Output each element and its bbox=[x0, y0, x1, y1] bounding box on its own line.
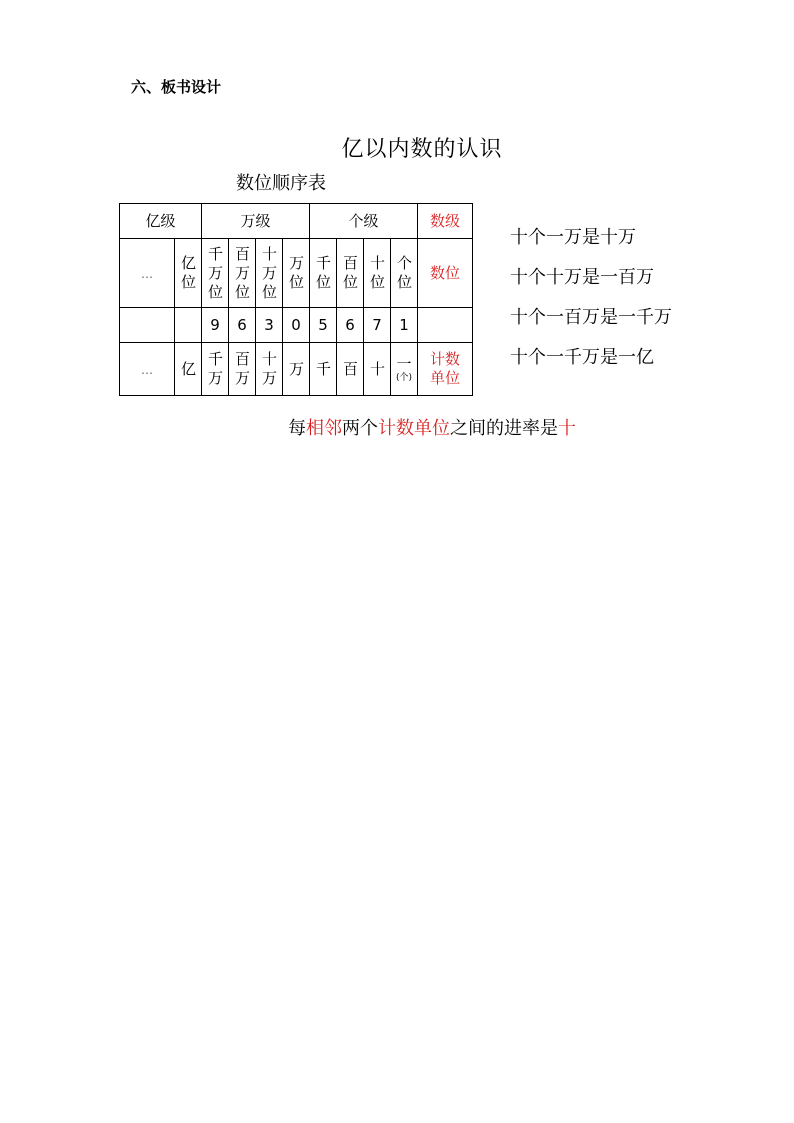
place-cell bbox=[310, 239, 337, 308]
unit-cell bbox=[337, 343, 364, 396]
fact-line: 十个十万是一百万 bbox=[510, 267, 654, 288]
place-cell bbox=[229, 239, 256, 308]
ellipsis: … bbox=[141, 266, 153, 281]
digit-cell: 7 bbox=[364, 308, 391, 343]
place-value-table bbox=[119, 203, 473, 396]
digit-cell: 3 bbox=[256, 308, 283, 343]
wan-class-cell: 万级 bbox=[202, 204, 310, 239]
unit-name: 亿 bbox=[181, 359, 197, 378]
place-row bbox=[120, 239, 473, 308]
section-heading: 六、板书设计 bbox=[131, 78, 222, 96]
digit-cell: 6 bbox=[337, 308, 364, 343]
unit-cell bbox=[310, 343, 337, 396]
summary-part: 每 bbox=[288, 418, 306, 439]
unit-label-cell bbox=[418, 343, 473, 396]
summary-highlight: 相邻 bbox=[306, 418, 342, 439]
summary-sentence bbox=[0, 414, 794, 440]
place-name: 万位 bbox=[289, 254, 305, 291]
place-name: 个位 bbox=[397, 254, 413, 291]
unit-row bbox=[120, 343, 473, 396]
fact-line: 十个一万是十万 bbox=[510, 227, 636, 248]
summary-inner bbox=[288, 418, 576, 439]
place-label-cell: 数位 bbox=[418, 239, 473, 308]
page-title-text: 亿以内数的认识 bbox=[341, 137, 503, 162]
unit-cell bbox=[202, 343, 229, 396]
place-cell bbox=[364, 239, 391, 308]
unit-cell bbox=[364, 343, 391, 396]
unit-cell bbox=[175, 343, 202, 396]
unit-cell bbox=[229, 343, 256, 396]
fact-line: 十个一百万是一千万 bbox=[510, 307, 672, 328]
digit-cell: 5 bbox=[310, 308, 337, 343]
unit-name: 万 bbox=[289, 359, 305, 378]
unit-name: 千万 bbox=[208, 350, 224, 387]
unit-name: 十 bbox=[370, 359, 386, 378]
unit-name: 百 bbox=[343, 359, 359, 378]
summary-highlight: 十 bbox=[558, 418, 576, 439]
place-name: 百万位 bbox=[235, 244, 251, 301]
unit-name: 百万 bbox=[235, 350, 251, 387]
unit-name: 一 bbox=[396, 355, 412, 373]
class-label-cell: 数级 bbox=[418, 204, 473, 239]
table-caption: 数位顺序表 bbox=[236, 173, 326, 194]
place-name: 十位 bbox=[370, 254, 386, 291]
place-name: 百位 bbox=[343, 254, 359, 291]
unit-cell bbox=[283, 343, 310, 396]
place-name: 十万位 bbox=[262, 244, 278, 301]
place-name: 千万位 bbox=[208, 244, 224, 301]
yi-class-cell: 亿级 bbox=[120, 204, 202, 239]
place-name: 亿位 bbox=[181, 254, 197, 291]
ge-class-cell: 个级 bbox=[310, 204, 418, 239]
fact-line: 十个一千万是一亿 bbox=[510, 347, 654, 368]
summary-highlight: 计数单位 bbox=[378, 418, 450, 439]
summary-part: 两个 bbox=[342, 418, 378, 439]
unit-label: 计数单位 bbox=[430, 350, 461, 387]
digit-cell: 6 bbox=[229, 308, 256, 343]
page-title bbox=[0, 132, 794, 163]
ellipsis: … bbox=[141, 362, 153, 377]
place-cell-ellipsis bbox=[120, 239, 175, 308]
unit-name: 十万 bbox=[262, 350, 278, 387]
digit-cell bbox=[175, 308, 202, 343]
digit-row bbox=[120, 308, 473, 343]
unit-cell bbox=[256, 343, 283, 396]
unit-name: 千 bbox=[316, 359, 332, 378]
place-cell bbox=[256, 239, 283, 308]
unit-cell-one bbox=[391, 343, 418, 396]
place-cell bbox=[283, 239, 310, 308]
digit-cell: 1 bbox=[391, 308, 418, 343]
place-cell bbox=[391, 239, 418, 308]
digit-label-cell bbox=[418, 308, 473, 343]
digit-cell bbox=[120, 308, 175, 343]
digit-cell: 9 bbox=[202, 308, 229, 343]
unit-small-note: (个) bbox=[395, 373, 413, 383]
unit-cell-ellipsis bbox=[120, 343, 175, 396]
place-cell bbox=[337, 239, 364, 308]
place-cell bbox=[202, 239, 229, 308]
class-row bbox=[120, 204, 473, 239]
summary-part: 之间的进率是 bbox=[450, 418, 558, 439]
digit-cell: 0 bbox=[283, 308, 310, 343]
place-name: 千位 bbox=[316, 254, 332, 291]
place-cell bbox=[175, 239, 202, 308]
conversion-facts bbox=[510, 225, 672, 385]
